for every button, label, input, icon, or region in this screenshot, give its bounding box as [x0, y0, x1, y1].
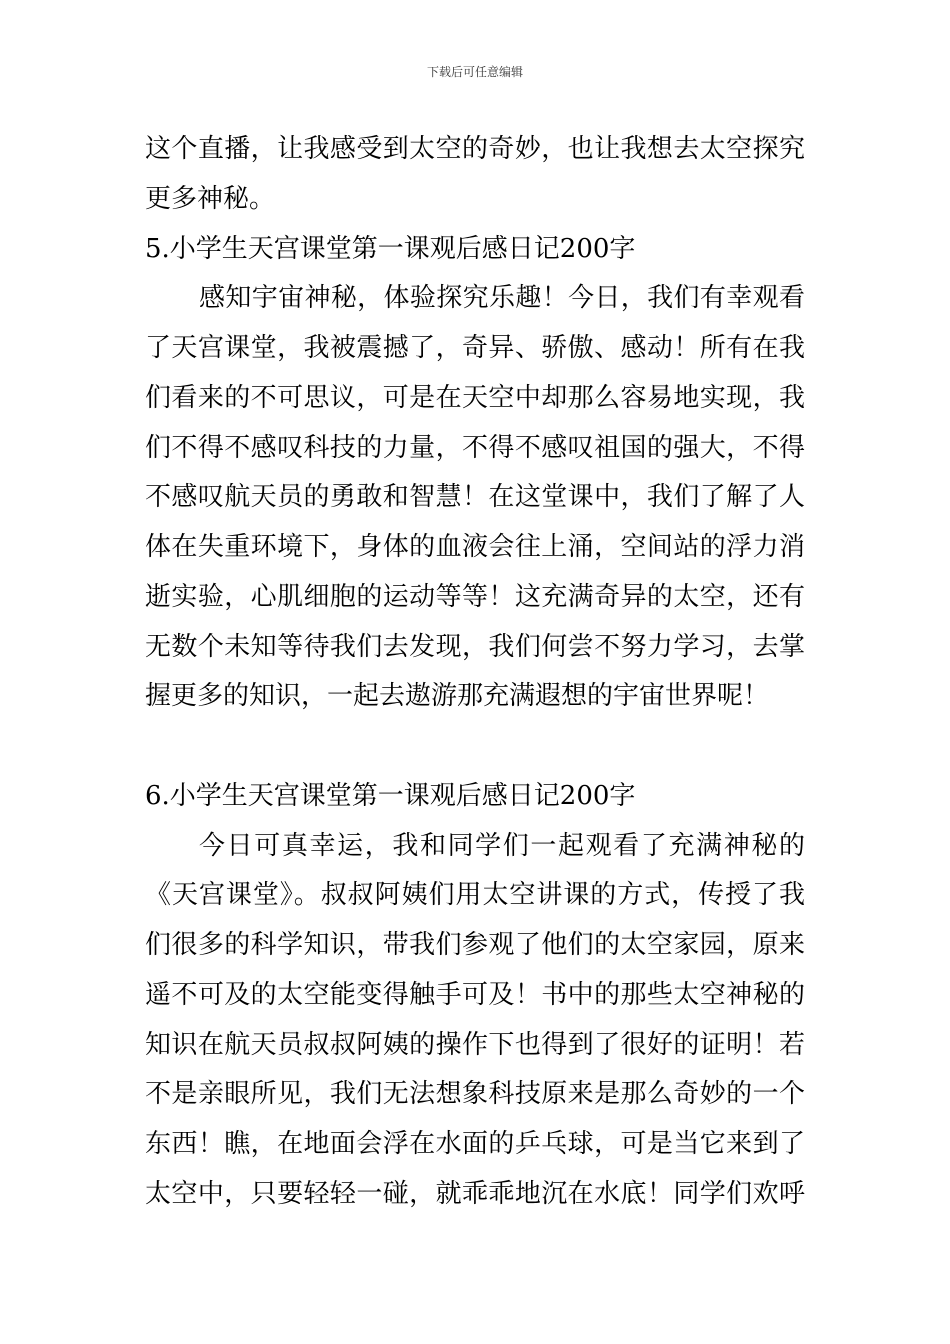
text-line: 们很多的科学知识，带我们参观了他们的太空家园，原来: [145, 930, 805, 960]
text-line: 们看来的不可思议，可是在天空中却那么容易地实现，我: [145, 382, 805, 413]
text-line: 知识在航天员叔叔阿姨的操作下也得到了很好的证明！若: [145, 1029, 805, 1060]
text-line: 感知宇宙神秘，体验探究乐趣！今日，我们有幸观看: [199, 283, 805, 314]
text-line: 遥不可及的太空能变得触手可及！书中的那些太空神秘的: [145, 979, 805, 1010]
text-line: 《天宫课堂》。叔叔阿姨们用太空讲课的方式，传授了我: [145, 880, 805, 911]
text-line: 无数个未知等待我们去发现，我们何尝不努力学习，去掌: [145, 631, 805, 662]
section-5-paragraph: [145, 274, 805, 722]
text-line: 们不得不感叹科技的力量，不得不感叹祖国的强大，不得: [145, 432, 805, 463]
text-line: 更多神秘。: [145, 183, 276, 214]
section-6-paragraph: [145, 822, 805, 1220]
document-body: [145, 125, 805, 1220]
text-line: 太空中，只要轻轻一碰，就乖乖地沉在水底！同学们欢呼: [145, 1178, 805, 1209]
text-line: 握更多的知识，一起去遨游那充满遐想的宇宙世界呢！: [145, 681, 770, 712]
text-line: 了天宫课堂，我被震撼了，奇异、骄傲、感动！所有在我: [145, 333, 805, 363]
text-line: 这个直播，让我感受到太空的奇妙，也让我想去太空探究: [145, 134, 805, 164]
section-6-heading: 6.小学生天宫课堂第一课观后感日记200字: [145, 780, 636, 811]
text-line: 不感叹航天员的勇敢和智慧！在这堂课中，我们了解了人: [145, 482, 805, 513]
text-line: 不是亲眼所见，我们无法想象科技原来是那么奇妙的一个: [145, 1079, 805, 1110]
text-line: 东西！瞧，在地面会浮在水面的乒乓球，可是当它来到了: [145, 1129, 805, 1159]
blank-line: [145, 722, 805, 772]
text-line: 逝实验，心肌细胞的运动等等！这充满奇异的太空，还有: [145, 581, 805, 612]
text-line: 今日可真幸运，我和同学们一起观看了充满神秘的: [199, 830, 805, 861]
text-line: 体在失重环境下，身体的血液会往上涌，空间站的浮力消: [145, 532, 805, 562]
section-5-heading: 5.小学生天宫课堂第一课观后感日记200字: [145, 233, 636, 264]
intro-paragraph: [145, 125, 805, 225]
page-header: 下载后可任意编辑: [426, 65, 523, 79]
